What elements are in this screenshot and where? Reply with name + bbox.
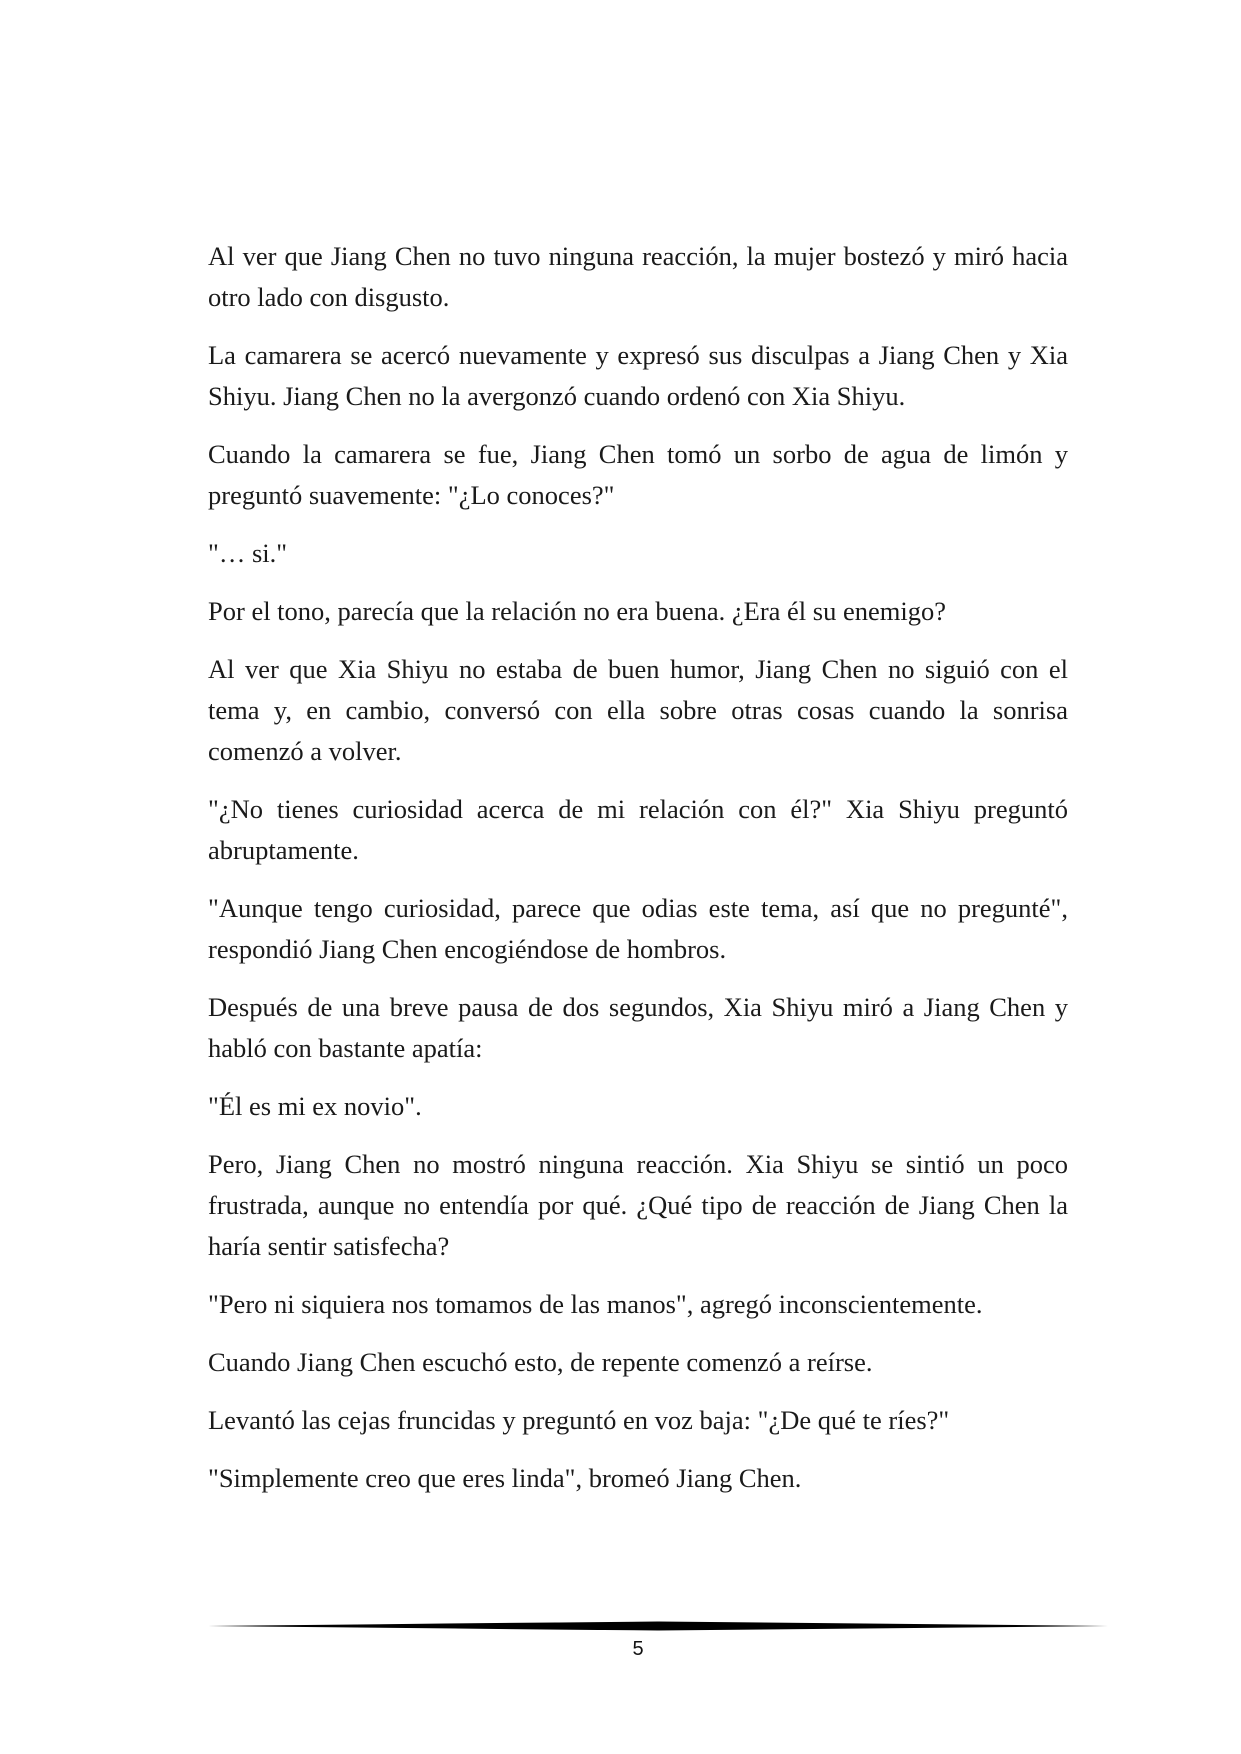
paragraph: Pero, Jiang Chen no mostró ninguna reacción. Xia Shiyu se sintió un poco frustrada, aunque no entendía por qué. ¿Qué tipo de reacción de Jiang Chen la haría sentir satisfecha? [208, 1149, 1068, 1261]
page-number: 5 [632, 1638, 644, 1660]
paragraph: Al ver que Jiang Chen no tuvo ninguna reacción, la mujer bostezó y miró hacia otro lado con disgusto. [208, 241, 1068, 312]
paragraph: Después de una breve pausa de dos segundos, Xia Shiyu miró a Jiang Chen y habló con bastante apatía: [208, 992, 1068, 1063]
paragraph: "Aunque tengo curiosidad, parece que odias este tema, así que no pregunté", respondió Jiang Chen encogiéndose de hombros. [208, 893, 1068, 964]
page-body [208, 236, 1068, 1516]
paragraph: "Simplemente creo que eres linda", bromeó Jiang Chen. [208, 1463, 802, 1493]
paragraph: Por el tono, parecía que la relación no era buena. ¿Era él su enemigo? [208, 596, 946, 626]
paragraph: Al ver que Xia Shiyu no estaba de buen humor, Jiang Chen no siguió con el tema y, en cambio, conversó con ella sobre otras cosas cuando la sonrisa comenzó a volver. [208, 654, 1068, 766]
paragraph: La camarera se acercó nuevamente y expresó sus disculpas a Jiang Chen y Xia Shiyu. Jiang Chen no la avergonzó cuando ordenó con Xia Shiyu. [208, 340, 1068, 411]
paragraph: "Pero ni siquiera nos tomamos de las manos", agregó inconscientemente. [208, 1289, 983, 1319]
paragraph: Cuando la camarera se fue, Jiang Chen tomó un sorbo de agua de limón y preguntó suavemente: "¿Lo conoces?" [208, 439, 1068, 510]
paragraph: "¿No tienes curiosidad acerca de mi relación con él?" Xia Shiyu preguntó abruptamente. [208, 794, 1068, 865]
paragraph: "… si." [208, 538, 288, 568]
paragraph: "Él es mi ex novio". [208, 1091, 422, 1121]
paragraph: Cuando Jiang Chen escuchó esto, de repente comenzó a reírse. [208, 1347, 873, 1377]
paragraph: Levantó las cejas fruncidas y preguntó en voz baja: "¿De qué te ríes?" [208, 1405, 950, 1435]
footer-divider [208, 1620, 1108, 1632]
